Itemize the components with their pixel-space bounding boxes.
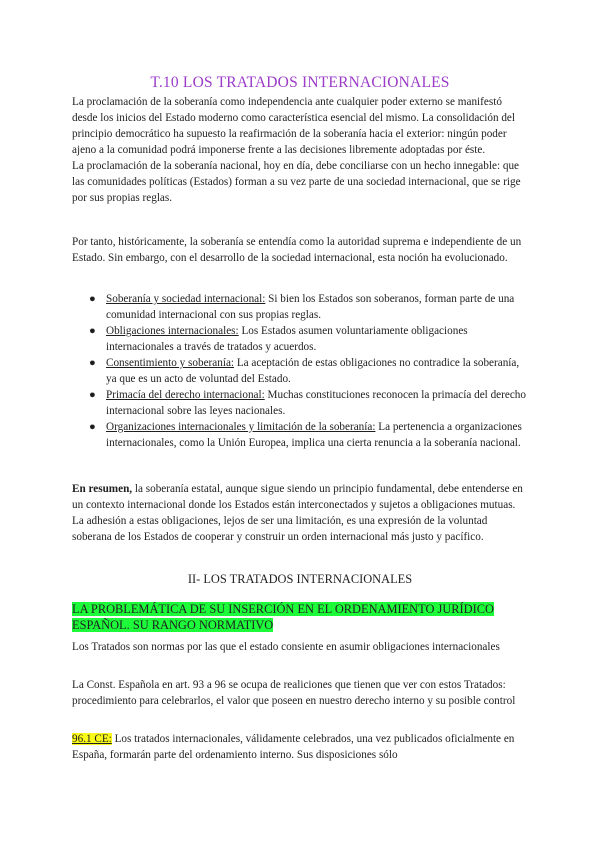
bullet-text: Muchas constituciones reconocen la primacía del derecho internacional sobre las leyes nacionales. (106, 389, 526, 417)
national-sovereignty-paragraph: La proclamación de la soberanía nacional, hoy en día, debe conciliarse con un hecho innegable: que las comunidades políticas (Estados) forman a su vez parte de una sociedad internacional, que se rige por sus propias reglas. (72, 160, 521, 204)
article-text: Los tratados internacionales, válidamente celebrados, una vez publicados oficialmente en España, formarán parte del ordenamiento interno. Sus disposiciones sólo (72, 733, 515, 761)
bullet-icon: ● (89, 421, 96, 433)
summary-text: la soberanía estatal, aunque sigue siendo un principio fundamental, debe entenderse en un contexto internacional donde los Estados están interconectados y sujetos a obligaciones mutuas. La adhesión a estas obligaciones, lejos de ser una limitación, es una expresión de la voluntad soberana de los Estados de cooperar y construir un orden internacional más justo y pacífico. (72, 483, 523, 543)
bullet-term: Organizaciones internacionales y limitación de la soberanía: (106, 421, 376, 433)
treaties-definition: Los Tratados son normas por las que el estado consiente en asumir obligaciones internacionales (72, 641, 500, 653)
constitution-paragraph: La Const. Española en art. 93 a 96 se ocupa de realiciones que tienen que ver con estos Tratados: procedimiento para celebrarlos, el valor que poseen en nuestro derecho interno y su posible control (72, 679, 516, 707)
bullet-item (72, 291, 528, 323)
summary-paragraph (72, 481, 528, 545)
bullet-icon: ● (89, 357, 96, 369)
bullet-item (72, 355, 528, 387)
intro-paragraph: La proclamación de la soberanía como independencia ante cualquier poder externo se manifestó desde los inicios del Estado moderno como característica esencial del mismo. La consolidación del principio democrático ha supuesto la reafirmación de la soberanía hacia el exterior: ningún poder ajeno a la comunidad podrá imponerse frente a las decisiones libremente adoptadas por éste. (72, 96, 516, 156)
bullet-item (72, 419, 528, 451)
summary-lead: En resumen, (72, 483, 133, 495)
bullet-item (72, 387, 528, 419)
bullet-icon: ● (89, 293, 96, 305)
bullet-text: Si bien los Estados son soberanos, forman parte de una comunidad internacional con sus propias reglas. (106, 293, 515, 321)
bullet-text: La aceptación de estas obligaciones no contradice la soberanía, ya que es un acto de voluntad del Estado. (106, 357, 520, 385)
bullet-item (72, 323, 528, 355)
intro-section (72, 94, 528, 206)
highlighted-heading-text: LA PROBLEMÁTICA DE SU INSERCIÓN EN EL ORDENAMIENTO JURÍDICO ESPAÑOL. SU RANGO NORMATIVO (72, 602, 494, 632)
bullet-term: Obligaciones internacionales: (106, 325, 239, 337)
bullet-term: Consentimiento y soberanía: (106, 357, 235, 369)
bullet-term: Soberanía y sociedad internacional: (106, 293, 266, 305)
bullet-text: La pertenencia a organizaciones internacionales, como la Unión Europea, implica una cierta renuncia a la soberanía nacional. (106, 421, 522, 449)
article-paragraph (72, 731, 528, 763)
article-reference: 96.1 CE: (72, 733, 112, 745)
bullet-term: Primacía del derecho internacional: (106, 389, 265, 401)
historical-paragraph: Por tanto, históricamente, la soberanía se entendía como la autoridad suprema e independiente de un Estado. Sin embargo, con el desarrollo de la sociedad internacional, esta noción ha evolucionado. (72, 236, 522, 264)
highlighted-heading (72, 601, 528, 633)
document-title: T.10 LOS TRATADOS INTERNACIONALES (150, 74, 450, 91)
section-heading: II- LOS TRATADOS INTERNACIONALES (187, 572, 413, 586)
bullet-icon: ● (89, 389, 96, 401)
sovereignty-bullet-list (72, 291, 528, 451)
bullet-icon: ● (89, 325, 96, 337)
bullet-text: Los Estados asumen voluntariamente obligaciones internacionales a través de tratados y acuerdos. (106, 325, 468, 353)
